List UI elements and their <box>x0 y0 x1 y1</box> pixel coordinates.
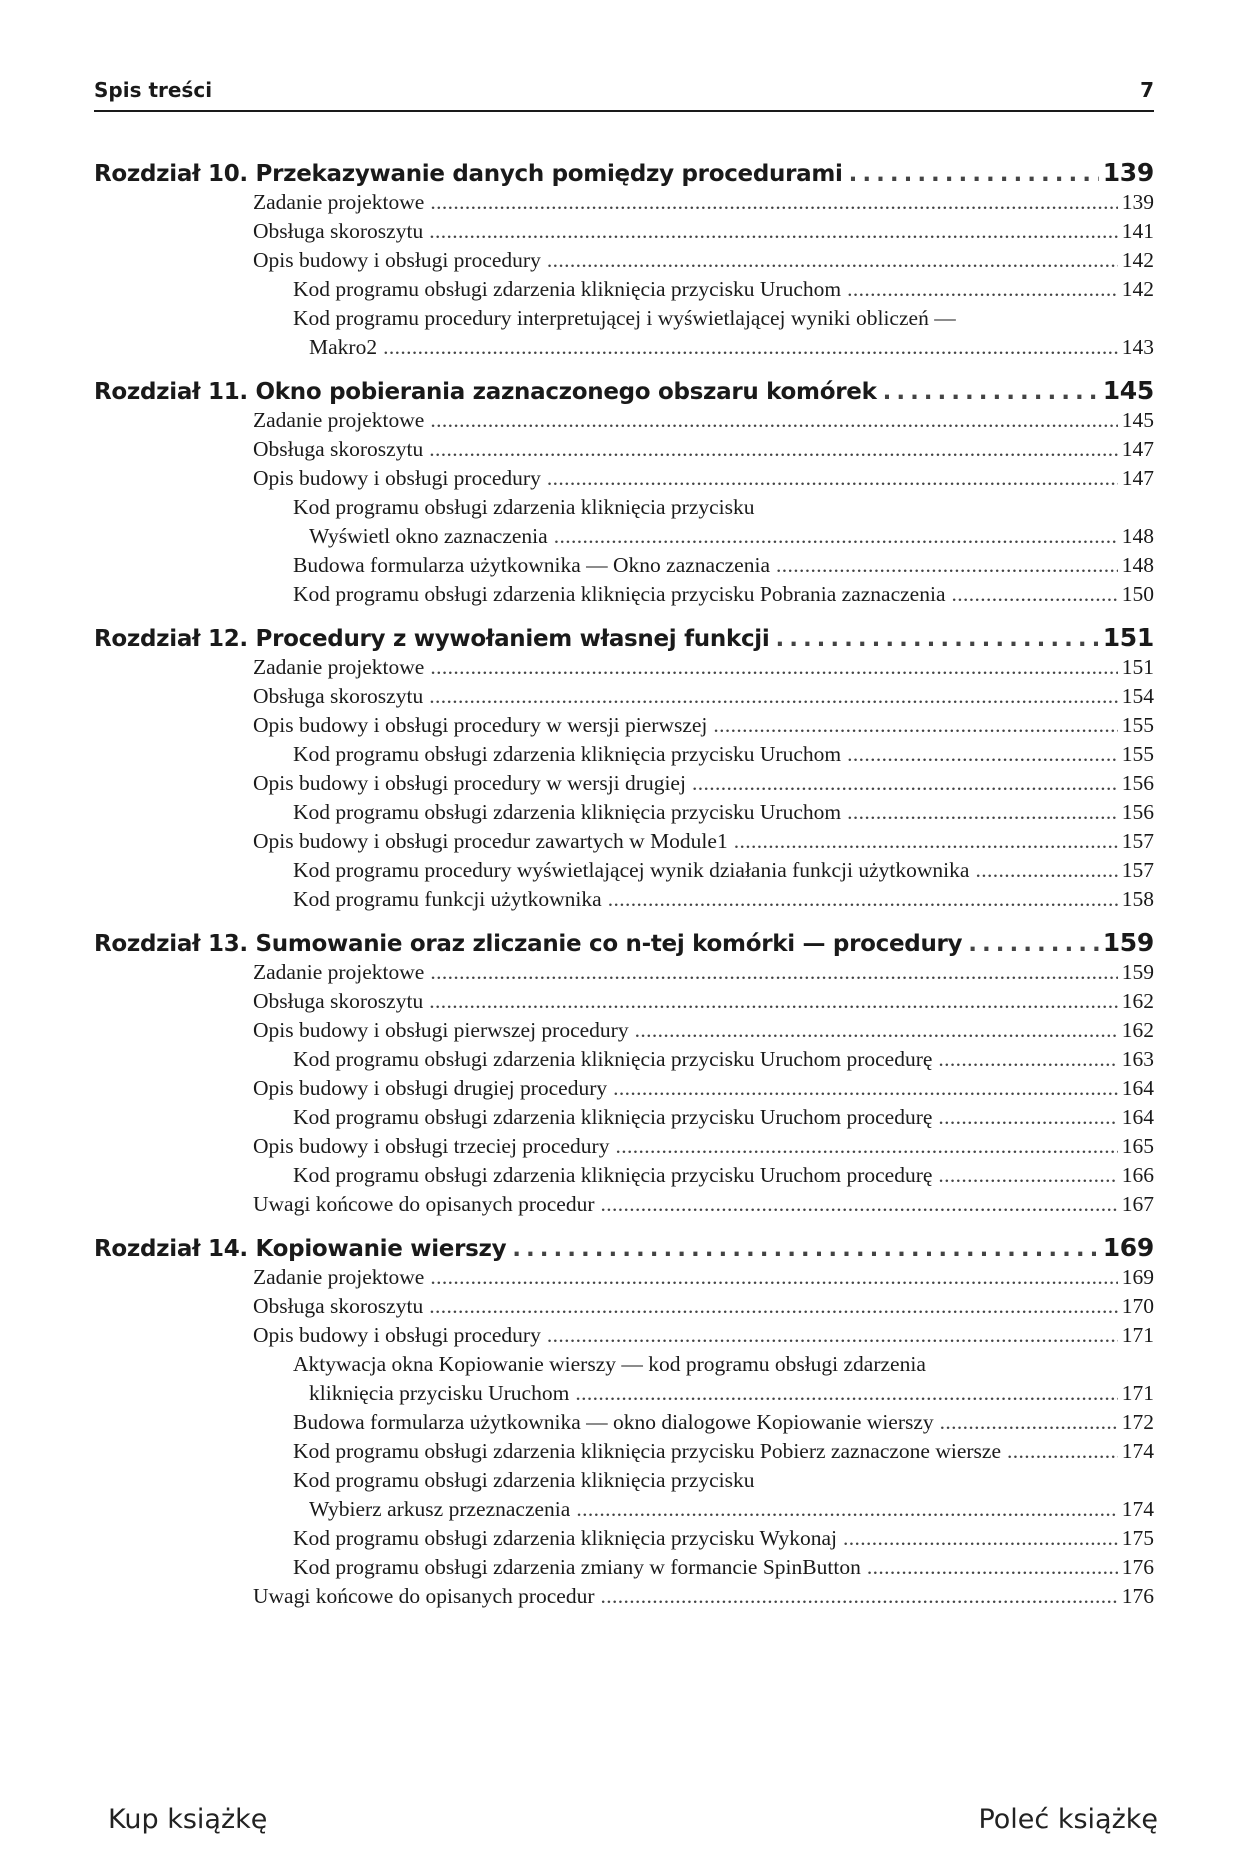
toc-entry[interactable] <box>94 1045 1154 1074</box>
toc-entry[interactable] <box>94 958 1154 987</box>
entry-page-number: 142 <box>1121 277 1154 301</box>
entry-title: Rozdział 12. Procedury z wywołaniem własnej funkcji <box>94 626 770 652</box>
toc-entry[interactable] <box>94 653 1154 682</box>
entry-title: Kod programu obsługi zdarzenia kliknięcia przycisku Uruchom <box>293 277 842 301</box>
entry-title: Wyświetl okno zaznaczenia <box>309 524 548 548</box>
entry-page-number: 171 <box>1121 1381 1154 1405</box>
toc-entry[interactable] <box>94 246 1154 275</box>
entry-page-number: 169 <box>1121 1265 1154 1289</box>
chapter-heading[interactable] <box>94 623 1154 653</box>
entry-title: Zadanie projektowe <box>253 655 425 679</box>
entry-page-number: 148 <box>1121 524 1154 548</box>
entry-page-number: 175 <box>1121 1526 1154 1550</box>
toc-entry[interactable] <box>94 435 1154 464</box>
entry-page-number: 147 <box>1121 466 1154 490</box>
entry-title: Opis budowy i obsługi procedury w wersji pierwszej <box>253 713 708 737</box>
dot-leader <box>940 1408 1118 1437</box>
toc-entry[interactable] <box>94 1379 1154 1408</box>
toc-entry[interactable] <box>94 1016 1154 1045</box>
toc-entry[interactable] <box>94 522 1154 551</box>
entry-page-number: 147 <box>1121 437 1154 461</box>
toc-entry[interactable] <box>94 798 1154 827</box>
entry-page-number: 155 <box>1121 742 1154 766</box>
dot-leader <box>601 1582 1118 1611</box>
entry-page-number: 163 <box>1121 1047 1154 1071</box>
entry-title: Zadanie projektowe <box>253 190 425 214</box>
entry-page-number: 171 <box>1121 1323 1154 1347</box>
entry-title: Makro2 <box>309 335 378 359</box>
entry-title: Uwagi końcowe do opisanych procedur <box>253 1192 595 1216</box>
entry-title: Obsługa skoroszytu <box>253 684 424 708</box>
table-of-contents <box>94 158 1154 1625</box>
entry-title: Opis budowy i obsługi procedur zawartych w Module1 <box>253 829 728 853</box>
dot-leader <box>883 377 1099 407</box>
toc-entry[interactable] <box>94 1292 1154 1321</box>
dot-leader <box>952 580 1118 609</box>
entry-title: Obsługa skoroszytu <box>253 989 424 1013</box>
dot-leader <box>613 1074 1118 1103</box>
dot-leader <box>938 1045 1117 1074</box>
entry-page-number: 162 <box>1121 1018 1154 1042</box>
dot-leader <box>430 406 1117 435</box>
toc-entry[interactable] <box>94 1408 1154 1437</box>
entry-page-number: 142 <box>1121 248 1154 272</box>
chapter-block <box>94 376 1154 609</box>
toc-entry[interactable] <box>94 493 1154 522</box>
entry-page-number: 151 <box>1102 623 1154 652</box>
entry-page-number: 176 <box>1121 1584 1154 1608</box>
entry-page-number: 159 <box>1121 960 1154 984</box>
entry-title: Obsługa skoroszytu <box>253 437 424 461</box>
toc-entry[interactable] <box>94 304 1154 333</box>
entry-page-number: 155 <box>1121 713 1154 737</box>
chapter-heading[interactable] <box>94 376 1154 406</box>
entry-title: Zadanie projektowe <box>253 408 425 432</box>
toc-entry[interactable] <box>94 1524 1154 1553</box>
dot-leader <box>635 1016 1118 1045</box>
dot-leader <box>429 1292 1118 1321</box>
dot-leader <box>575 1379 1117 1408</box>
toc-entry[interactable] <box>94 1103 1154 1132</box>
entry-page-number: 165 <box>1121 1134 1154 1158</box>
entry-page-number: 157 <box>1121 858 1154 882</box>
dot-leader <box>776 551 1118 580</box>
dot-leader <box>867 1553 1118 1582</box>
entry-title: Uwagi końcowe do opisanych procedur <box>253 1584 595 1608</box>
dot-leader <box>847 275 1118 304</box>
entry-page-number: 170 <box>1121 1294 1154 1318</box>
entry-page-number: 154 <box>1121 684 1154 708</box>
chapter-block <box>94 1233 1154 1611</box>
entry-title: Opis budowy i obsługi drugiej procedury <box>253 1076 608 1100</box>
toc-entry[interactable] <box>94 275 1154 304</box>
dot-leader <box>429 682 1118 711</box>
dot-leader <box>615 1132 1117 1161</box>
dot-leader <box>547 464 1118 493</box>
toc-entry[interactable] <box>94 1190 1154 1219</box>
dot-leader <box>383 333 1118 362</box>
entry-page-number: 139 <box>1102 158 1154 187</box>
entry-page-number: 150 <box>1121 582 1154 606</box>
dot-leader <box>512 1234 1098 1264</box>
toc-entry[interactable] <box>94 711 1154 740</box>
toc-entry[interactable] <box>94 188 1154 217</box>
dot-leader <box>547 1321 1118 1350</box>
buy-book-link[interactable]: Kup książkę <box>108 1804 268 1835</box>
entry-page-number: 167 <box>1121 1192 1154 1216</box>
recommend-book-link[interactable]: Poleć książkę <box>978 1804 1158 1835</box>
entry-title: Kod programu obsługi zdarzenia kliknięcia przycisku <box>293 1468 755 1492</box>
entry-title: Kod programu obsługi zdarzenia kliknięcia przycisku Uruchom procedurę <box>293 1105 933 1129</box>
entry-page-number: 145 <box>1121 408 1154 432</box>
toc-entry[interactable] <box>94 1263 1154 1292</box>
toc-entry[interactable] <box>94 1161 1154 1190</box>
entry-title: Kod programu obsługi zdarzenia kliknięcia przycisku Uruchom procedurę <box>293 1163 933 1187</box>
entry-title: Zadanie projektowe <box>253 1265 425 1289</box>
toc-entry[interactable] <box>94 406 1154 435</box>
dot-leader <box>429 987 1118 1016</box>
entry-title: Wybierz arkusz przeznaczenia <box>309 1497 571 1521</box>
entry-title: Kod programu obsługi zdarzenia kliknięcia przycisku Uruchom <box>293 800 842 824</box>
toc-entry[interactable] <box>94 856 1154 885</box>
entry-title: Kod programu procedury wyświetlającej wynik działania funkcji użytkownika <box>293 858 970 882</box>
entry-title: Kod programu funkcji użytkownika <box>293 887 602 911</box>
entry-title: Obsługa skoroszytu <box>253 219 424 243</box>
toc-entry[interactable] <box>94 1495 1154 1524</box>
entry-page-number: 169 <box>1102 1233 1154 1262</box>
entry-title: Opis budowy i obsługi procedury <box>253 466 541 490</box>
entry-title: Opis budowy i obsługi procedury <box>253 248 541 272</box>
toc-entry[interactable] <box>94 1350 1154 1379</box>
entry-title: Kod programu obsługi zdarzenia kliknięcia przycisku Uruchom <box>293 742 842 766</box>
entry-page-number: 143 <box>1121 335 1154 359</box>
chapter-block <box>94 928 1154 1219</box>
entry-page-number: 174 <box>1121 1439 1154 1463</box>
dot-leader <box>843 1524 1118 1553</box>
dot-leader <box>938 1161 1117 1190</box>
toc-entry[interactable] <box>94 551 1154 580</box>
entry-title: Kod programu obsługi zdarzenia kliknięcia przycisku Uruchom procedurę <box>293 1047 933 1071</box>
dot-leader <box>429 217 1118 246</box>
dot-leader <box>429 435 1118 464</box>
entry-title: Kod programu obsługi zdarzenia kliknięcia przycisku Pobrania zaznaczenia <box>293 582 946 606</box>
entry-title: Rozdział 11. Okno pobierania zaznaczonego obszaru komórek <box>94 379 877 405</box>
dot-leader <box>938 1103 1117 1132</box>
entry-page-number: 141 <box>1121 219 1154 243</box>
toc-entry[interactable] <box>94 740 1154 769</box>
dot-leader <box>847 740 1118 769</box>
toc-entry[interactable] <box>94 1466 1154 1495</box>
entry-page-number: 145 <box>1102 376 1154 405</box>
entry-page-number: 157 <box>1121 829 1154 853</box>
toc-entry[interactable] <box>94 580 1154 609</box>
dot-leader <box>554 522 1118 551</box>
entry-title: Opis budowy i obsługi procedury w wersji drugiej <box>253 771 686 795</box>
entry-page-number: 166 <box>1121 1163 1154 1187</box>
page-header <box>94 74 1154 112</box>
chapter-heading[interactable] <box>94 158 1154 188</box>
entry-page-number: 151 <box>1121 655 1154 679</box>
entry-page-number: 162 <box>1121 989 1154 1013</box>
toc-entry[interactable] <box>94 827 1154 856</box>
entry-page-number: 156 <box>1121 771 1154 795</box>
entry-title: Kod programu obsługi zdarzenia kliknięcia przycisku <box>293 495 755 519</box>
chapter-heading[interactable] <box>94 1233 1154 1263</box>
chapter-heading[interactable] <box>94 928 1154 958</box>
entry-page-number: 172 <box>1121 1410 1154 1434</box>
entry-title: Budowa formularza użytkownika — okno dialogowe Kopiowanie wierszy <box>293 1410 934 1434</box>
page-number: 7 <box>1140 78 1154 102</box>
toc-entry[interactable] <box>94 333 1154 362</box>
entry-title: Rozdział 13. Sumowanie oraz zliczanie co n-tej komórki — procedury <box>94 931 963 957</box>
toc-entry[interactable] <box>94 987 1154 1016</box>
dot-leader <box>576 1495 1117 1524</box>
toc-entry[interactable] <box>94 1074 1154 1103</box>
chapter-block <box>94 623 1154 914</box>
toc-entry[interactable] <box>94 769 1154 798</box>
entry-title: Aktywacja okna Kopiowanie wierszy — kod programu obsługi zdarzenia <box>293 1352 926 1376</box>
entry-title: Kod programu procedury interpretującej i wyświetlającej wyniki obliczeń — <box>293 306 956 330</box>
entry-title: kliknięcia przycisku Uruchom <box>309 1381 570 1405</box>
entry-title: Rozdział 14. Kopiowanie wierszy <box>94 1236 507 1262</box>
entry-page-number: 156 <box>1121 800 1154 824</box>
running-title: Spis treści <box>94 78 213 102</box>
dot-leader <box>1007 1437 1118 1466</box>
entry-title: Rozdział 10. Przekazywanie danych pomiędzy procedurami <box>94 161 843 187</box>
toc-entry[interactable] <box>94 464 1154 493</box>
dot-leader <box>601 1190 1118 1219</box>
toc-entry[interactable] <box>94 1582 1154 1611</box>
dot-leader <box>713 711 1117 740</box>
toc-entry[interactable] <box>94 217 1154 246</box>
entry-title: Budowa formularza użytkownika — Okno zaznaczenia <box>293 553 770 577</box>
dot-leader <box>692 769 1118 798</box>
dot-leader <box>975 856 1117 885</box>
toc-entry[interactable] <box>94 1321 1154 1350</box>
dot-leader <box>775 624 1098 654</box>
entry-page-number: 164 <box>1121 1076 1154 1100</box>
entry-title: Obsługa skoroszytu <box>253 1294 424 1318</box>
entry-page-number: 139 <box>1121 190 1154 214</box>
entry-page-number: 174 <box>1121 1497 1154 1521</box>
entry-title: Opis budowy i obsługi pierwszej procedury <box>253 1018 629 1042</box>
dot-leader <box>734 827 1118 856</box>
dot-leader <box>430 1263 1117 1292</box>
entry-title: Kod programu obsługi zdarzenia zmiany w formancie SpinButton <box>293 1555 861 1579</box>
entry-page-number: 158 <box>1121 887 1154 911</box>
entry-title: Kod programu obsługi zdarzenia kliknięcia przycisku Wykonaj <box>293 1526 838 1550</box>
dot-leader <box>430 188 1117 217</box>
entry-page-number: 159 <box>1102 928 1154 957</box>
dot-leader <box>430 958 1117 987</box>
dot-leader <box>847 798 1118 827</box>
dot-leader <box>608 885 1118 914</box>
toc-entry[interactable] <box>94 1553 1154 1582</box>
dot-leader <box>547 246 1118 275</box>
entry-page-number: 148 <box>1121 553 1154 577</box>
chapter-block <box>94 158 1154 362</box>
toc-entry[interactable] <box>94 1437 1154 1466</box>
dot-leader <box>430 653 1117 682</box>
entry-title: Kod programu obsługi zdarzenia kliknięcia przycisku Pobierz zaznaczone wiersze <box>293 1439 1002 1463</box>
entry-page-number: 176 <box>1121 1555 1154 1579</box>
dot-leader <box>849 159 1099 189</box>
toc-entry[interactable] <box>94 1132 1154 1161</box>
entry-title: Opis budowy i obsługi procedury <box>253 1323 541 1347</box>
dot-leader <box>968 929 1098 959</box>
entry-title: Opis budowy i obsługi trzeciej procedury <box>253 1134 610 1158</box>
entry-title: Zadanie projektowe <box>253 960 425 984</box>
toc-entry[interactable] <box>94 682 1154 711</box>
toc-entry[interactable] <box>94 885 1154 914</box>
entry-page-number: 164 <box>1121 1105 1154 1129</box>
